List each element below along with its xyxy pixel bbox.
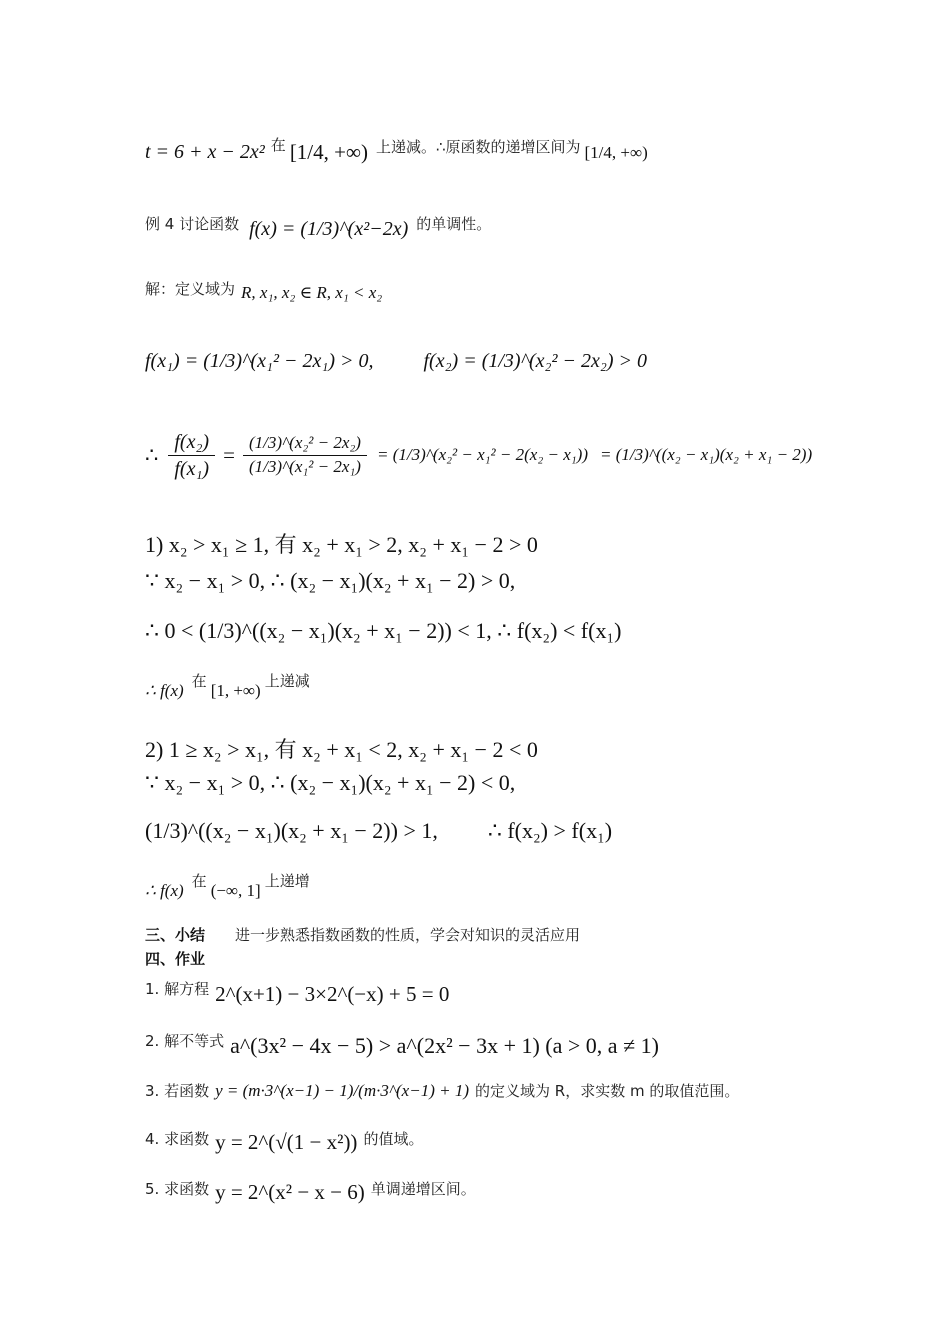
formula-fx1: f(x₁) = (1/3)^(x₁² − 2x₁) > 0, xyxy=(145,350,374,372)
formula-t: t = 6 + x − 2x² xyxy=(145,141,265,163)
text-increasing-interval: 上递减。∴原函数的递增区间为 xyxy=(375,138,581,156)
formula-exp-simplified: = (1/3)^(x₂² − x₁² − 2(x₂ − x₁)) xyxy=(376,445,588,464)
homework-1-label: 1. 解方程 xyxy=(145,980,210,998)
formula-case-1: 1) x₂ > x₁ ≥ 1, 有 x₂ + x₁ > 2, x₂ + x₁ − 2 > 0 xyxy=(145,532,538,557)
homework-2-formula: a^(3x² − 4x − 5) > a^(2x² − 3x + 1) (a > 0, a ≠ 1) xyxy=(230,1033,659,1058)
homework-item-2 xyxy=(145,1033,659,1059)
conclusion-fx: ∴ f(x) xyxy=(145,680,184,700)
summary-text: 进一步熟悉指数函数的性质，学会对知识的灵活应用 xyxy=(235,926,581,944)
conclusion-fx-2: ∴ f(x) xyxy=(145,880,184,900)
formula-case-2-compare: ∴ f(x₂) > f(x₁) xyxy=(487,818,613,843)
homework-3-formula: y = (m·3^(x−1) − 1)/(m·3^(x−1) + 1) xyxy=(215,1080,469,1100)
formula-case-2-power: (1/3)^((x₂ − x₁)(x₂ + x₁ − 2)) > 1, xyxy=(145,818,438,843)
formula-case-1-therefore: ∴ 0 < (1/3)^((x₂ − x₁)(x₂ + x₁ − 2)) < 1, ∴ f(x₂) < f(x₁) xyxy=(145,618,622,643)
line-case-2-conclusion xyxy=(145,872,310,901)
section-homework xyxy=(145,948,205,969)
therefore-symbol: ∴ xyxy=(145,442,159,467)
power-denominator: (1/3)^(x₁² − 2x₁) xyxy=(248,456,361,476)
homework-item-1 xyxy=(145,982,449,1007)
formula-exp-factored: = (1/3)^((x₂ − x₁)(x₂ + x₁ − 2)) xyxy=(599,445,813,464)
homework-4-formula: y = 2^(√(1 − x²)) xyxy=(215,1130,358,1154)
homework-item-3 xyxy=(145,1080,739,1101)
ratio-fraction xyxy=(168,431,215,480)
homework-item-4 xyxy=(145,1130,423,1155)
line-example-4 xyxy=(145,215,492,241)
text-monotonicity: 的单调性。 xyxy=(416,215,492,233)
homework-4-text: 的值域。 xyxy=(363,1130,424,1148)
homework-heading: 四、作业 xyxy=(145,950,206,968)
line-case-1-because xyxy=(145,568,515,594)
homework-3-text: 的定义域为 R，求实数 m 的取值范围。 xyxy=(475,1082,740,1100)
formula-fx2: f(x₂) = (1/3)^(x₂² − 2x₂) > 0 xyxy=(423,350,647,372)
homework-4-label: 4. 求函数 xyxy=(145,1130,210,1148)
word-zai-2: 在 xyxy=(191,872,207,890)
power-numerator: (1/3)^(x₂² − 2x₂) xyxy=(243,434,367,456)
line-solution xyxy=(145,282,382,303)
formula-case-2: 2) 1 ≥ x₂ > x₁, 有 x₂ + x₁ < 2, x₂ + x₁ − 2 < 0 xyxy=(145,737,538,762)
line-case-1-conclusion xyxy=(145,672,310,701)
formula-domain: R, x₁, x₂ ∈ R, x₁ < x₂ xyxy=(241,282,383,302)
summary-heading: 三、小结 xyxy=(145,926,206,944)
line-case-2-because xyxy=(145,770,515,796)
line-case-2-therefore xyxy=(145,818,612,844)
interval-quarter: [1/4, +∞) xyxy=(289,140,368,164)
interval-1-inf: [1, +∞) xyxy=(210,680,261,700)
interval-neg-inf-1: (−∞, 1] xyxy=(210,880,261,900)
homework-3-label: 3. 若函数 xyxy=(145,1082,210,1100)
section-summary xyxy=(145,924,580,945)
solution-label: 解：定义域为 xyxy=(145,280,236,298)
power-fraction xyxy=(243,434,367,476)
line-ratio: ∴ $\frac{\text{f(x₂)}}{\text{f(x₁)}}$ = $\frac{\text{(1/3)\textasciicircum{}(x₂² − 2x₂)}}{\text{(1/3)\textasciicircum{}(x₁² − 2x₁)}}$ = (1/3)^(x₂² − x₁² − 2(x₂ − x₁)) = (1/3)^((x₂ − x₁)(x₂ + x₁ − 2)) xyxy=(145,430,813,480)
ratio-denominator: f(x₁) xyxy=(174,457,210,480)
formula-fx: f(x) = (1/3)^(x²−2x) xyxy=(249,218,409,240)
homework-5-formula: y = 2^(x² − x − 6) xyxy=(215,1180,365,1204)
word-zai: 在 xyxy=(191,672,207,690)
example-label: 例 4 讨论函数 xyxy=(145,215,240,233)
formula-case-1-because: ∵ x₂ − x₁ > 0, ∴ (x₂ − x₁)(x₂ + x₁ − 2) > 0, xyxy=(145,568,516,593)
line-f-values xyxy=(145,350,647,373)
homework-2-label: 2. 解不等式 xyxy=(145,1031,225,1050)
text-increasing: 上递增 xyxy=(264,872,310,890)
word-zai: 在 xyxy=(270,136,286,154)
formula-case-2-because: ∵ x₂ − x₁ > 0, ∴ (x₂ − x₁)(x₂ + x₁ − 2) < 0, xyxy=(145,770,516,795)
text-decreasing: 上递减 xyxy=(264,672,310,690)
line-case-1 xyxy=(145,528,538,559)
ratio-numerator: f(x₂) xyxy=(168,431,215,456)
line-case-2 xyxy=(145,733,538,764)
homework-5-label: 5. 求函数 xyxy=(145,1180,210,1198)
homework-5-text: 单调递增区间。 xyxy=(370,1180,476,1198)
homework-item-5 xyxy=(145,1180,476,1205)
homework-1-formula: 2^(x+1) − 3×2^(−x) + 5 = 0 xyxy=(215,982,450,1006)
line-t-decreasing xyxy=(145,136,648,165)
interval-quarter-2: [1/4, +∞) xyxy=(584,142,648,162)
line-case-1-therefore xyxy=(145,618,621,644)
